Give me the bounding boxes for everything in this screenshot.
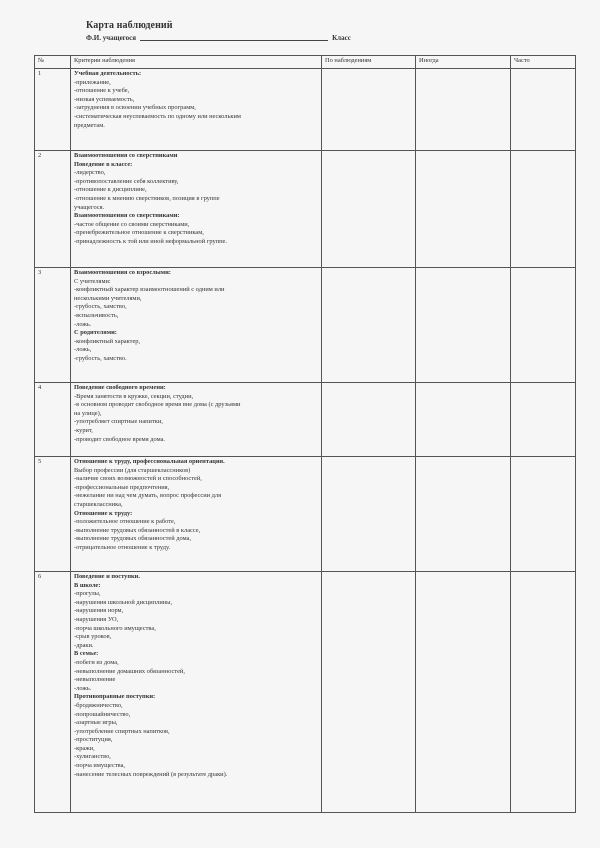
criteria-item: -отношение к учебе, [74, 87, 130, 95]
header-number: № [35, 56, 71, 69]
criteria-item: -выполнение трудовых обязанностей дома, [74, 535, 192, 543]
criteria-item: -пренебрежительное отношение к сверстникам, [74, 229, 204, 237]
criteria-heading: Учебная деятельность: [74, 70, 142, 77]
criteria-item: -бродяжничество, [74, 701, 123, 709]
sometimes-cell[interactable] [416, 457, 511, 572]
criteria-item: С учителями: [74, 277, 111, 285]
criteria-heading: Взаимоотношения со сверстниками: [74, 212, 180, 220]
criteria-item: -срыв уроков, [74, 633, 112, 641]
criteria-item: -положительное отношение к работе, [74, 518, 176, 526]
criteria-item: -прогулы, [74, 590, 101, 598]
criteria-item: -грубость, хамство, [74, 303, 127, 311]
criteria-item: -попрошайничество, [74, 710, 131, 718]
criteria-item: -нежелание ни над чем думать, вопрос профессии для [74, 492, 222, 500]
row-number: 4 [35, 383, 71, 457]
criteria-item: -порча школьного имущества, [74, 624, 156, 632]
criteria-item: -нарушения УО, [74, 615, 119, 623]
student-name-field[interactable] [140, 39, 328, 41]
criteria-item: -Время занятости в кружке, секции, студии, [74, 392, 194, 400]
by-observation-cell[interactable] [322, 268, 416, 383]
criteria-heading: Поведение свободного времени: [74, 384, 166, 391]
often-cell[interactable] [511, 151, 576, 268]
criteria-cell [71, 572, 322, 813]
criteria-item: старшеклассника, [74, 500, 123, 508]
criteria-item: -проституция, [74, 736, 113, 744]
criteria-item: -проводит свободное время дома. [74, 435, 166, 443]
student-name-label: Ф.И. учащегося [86, 34, 137, 42]
criteria-item: -наличие своих возможностей и способностей, [74, 475, 202, 483]
criteria-item: -азартные игры, [74, 719, 118, 727]
table-row [35, 151, 576, 268]
criteria-heading: Взаимоотношения со взрослыми: [74, 269, 171, 276]
by-observation-cell[interactable] [322, 151, 416, 268]
sometimes-cell[interactable] [416, 69, 511, 151]
sometimes-cell[interactable] [416, 383, 511, 457]
criteria-cell [71, 151, 322, 268]
observation-table [34, 55, 576, 813]
criteria-item: -отношение к дисциплине, [74, 186, 147, 194]
criteria-item: -употребляет спиртные напитки, [74, 418, 163, 426]
sometimes-cell[interactable] [416, 151, 511, 268]
by-observation-cell[interactable] [322, 572, 416, 813]
table-header-row [35, 56, 576, 69]
criteria-item: -отношение к мнению сверстников, позиция в группе [74, 194, 220, 202]
header-criteria: Критерии наблюдения [71, 56, 322, 69]
sometimes-cell[interactable] [416, 268, 511, 383]
criteria-heading: Противоправные поступки: [74, 693, 156, 701]
often-cell[interactable] [511, 268, 576, 383]
criteria-heading: В семье: [74, 650, 99, 658]
table-row [35, 572, 576, 813]
row-number: 1 [35, 69, 71, 151]
criteria-item: -кражи, [74, 744, 95, 752]
row-number: 6 [35, 572, 71, 813]
criteria-cell [71, 383, 322, 457]
criteria-heading: В школе: [74, 581, 101, 589]
criteria-item: -вспыльчивость, [74, 311, 119, 319]
row-number: 2 [35, 151, 71, 268]
criteria-item: предметам. [74, 121, 105, 129]
table-row [35, 69, 576, 151]
criteria-cell [71, 268, 322, 383]
by-observation-cell[interactable] [322, 383, 416, 457]
sometimes-cell[interactable] [416, 572, 511, 813]
header-by-observation: По наблюдениям [322, 56, 416, 69]
criteria-heading: С родителями: [74, 329, 117, 337]
criteria-item: -выполнение трудовых обязанностей в классе, [74, 526, 201, 534]
header-sometimes: Иногда [416, 56, 511, 69]
criteria-item: -курит, [74, 426, 93, 434]
criteria-item: -побеги из дома, [74, 658, 119, 666]
criteria-item: на улице), [74, 409, 102, 417]
criteria-item: -систематическая неуспеваемость по одному или нескольким [74, 112, 241, 120]
criteria-item: -нарушения норм, [74, 607, 124, 615]
criteria-heading: Отношение к труду: [74, 509, 133, 517]
criteria-heading: Поведение в классе: [74, 160, 133, 168]
row-number: 5 [35, 457, 71, 572]
criteria-item: -низкая успеваемость, [74, 95, 135, 103]
criteria-item: -употребление спиртных напитков, [74, 727, 170, 735]
criteria-item: -порча имущества, [74, 762, 126, 770]
criteria-item: несколькими учителями, [74, 294, 142, 302]
criteria-item: -частое общение со своими сверстниками, [74, 220, 190, 228]
criteria-item: -нарушения школьной дисциплины, [74, 598, 173, 606]
criteria-item: -отрицательное отношение к труду. [74, 543, 171, 551]
table-row [35, 383, 576, 457]
row-number: 3 [35, 268, 71, 383]
by-observation-cell[interactable] [322, 457, 416, 572]
class-label: Класс [332, 34, 351, 42]
criteria-item: -невыполнение домашних обязанностей, [74, 667, 185, 675]
criteria-item: -затруднения в освоении учебных программ, [74, 104, 196, 112]
criteria-item: -принадлежность к той или иной неформальной группе. [74, 237, 227, 245]
criteria-heading: Поведение и поступки. [74, 573, 140, 580]
often-cell[interactable] [511, 457, 576, 572]
header-often: Часто [511, 56, 576, 69]
criteria-item: -противопоставление себя коллективу, [74, 177, 179, 185]
criteria-item: -ложь. [74, 684, 92, 692]
criteria-item: учащегося. [74, 203, 105, 211]
criteria-item: -ложь, [74, 346, 92, 354]
criteria-cell [71, 69, 322, 151]
criteria-heading: Взаимоотношения со сверстниками [74, 152, 178, 159]
table-row [35, 457, 576, 572]
table-row [35, 268, 576, 383]
criteria-item: -ложь. [74, 320, 92, 328]
criteria-heading: Отношение к труду, профессиональная ориентация. [74, 458, 225, 465]
criteria-item: -хулиганство, [74, 753, 111, 761]
page-title: Карта наблюдений [86, 20, 173, 31]
criteria-item: -лидерство, [74, 169, 106, 177]
criteria-item: -драки. [74, 641, 94, 649]
criteria-item: -профессиональные предпочтения, [74, 483, 170, 491]
by-observation-cell[interactable] [322, 69, 416, 151]
criteria-item: -грубость, хамство. [74, 354, 127, 362]
criteria-item: -конфликтный характер взаимоотношений с одним или [74, 286, 225, 294]
student-info-line [86, 34, 351, 42]
criteria-item: -невыполнение [74, 676, 116, 684]
criteria-cell [71, 457, 322, 572]
often-cell[interactable] [511, 572, 576, 813]
criteria-item: -прилежание, [74, 78, 111, 86]
often-cell[interactable] [511, 69, 576, 151]
criteria-item: Выбор профессии (для старшеклассников) [74, 466, 191, 474]
table-body [35, 69, 576, 813]
criteria-item: -нанесение телесных повреждений (в результате драки). [74, 770, 228, 778]
often-cell[interactable] [511, 383, 576, 457]
criteria-item: -конфликтный характер, [74, 337, 141, 345]
criteria-item: -в основном проводит свободное время вне дома (с друзьями [74, 401, 241, 409]
